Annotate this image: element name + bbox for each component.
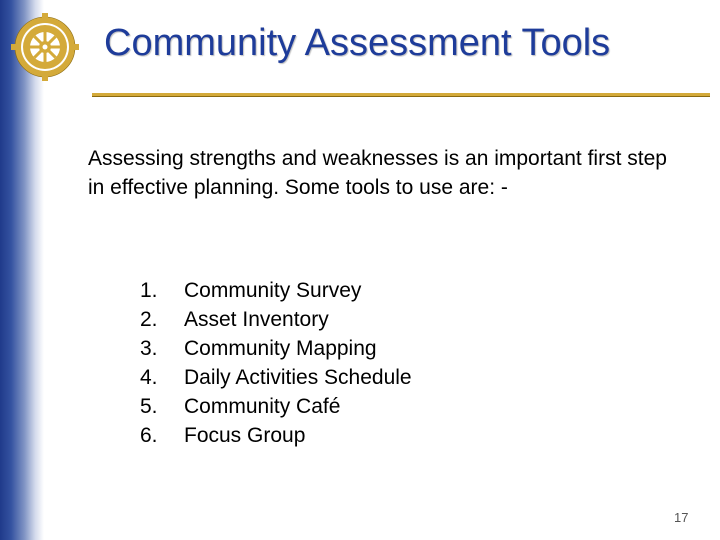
slide-title: Community Assessment Tools (104, 22, 611, 64)
list-number: 6. (140, 424, 158, 447)
list-number: 3. (140, 337, 158, 360)
list-item (140, 421, 412, 450)
list-item-label: Community Survey (184, 279, 362, 302)
list-item-label: Focus Group (184, 424, 306, 447)
list-number: 1. (140, 279, 158, 302)
list-item (140, 305, 412, 334)
rotary-wheel-logo-icon (10, 12, 80, 82)
intro-paragraph: Assessing strengths and weaknesses is an important first step in effective planning. Some tools to use are: - (88, 147, 667, 199)
list-item (140, 392, 412, 421)
title-underline (92, 93, 710, 96)
list-number: 5. (140, 395, 158, 418)
tools-list (140, 276, 412, 450)
list-item (140, 334, 412, 363)
list-item-label: Asset Inventory (184, 308, 329, 331)
list-item (140, 363, 412, 392)
slide-number: 17 (674, 510, 689, 525)
list-number: 2. (140, 308, 158, 331)
list-number: 4. (140, 366, 158, 389)
list-item-label: Community Café (184, 395, 341, 418)
list-item-label: Daily Activities Schedule (184, 366, 412, 389)
list-item-label: Community Mapping (184, 337, 377, 360)
list-item (140, 276, 412, 305)
